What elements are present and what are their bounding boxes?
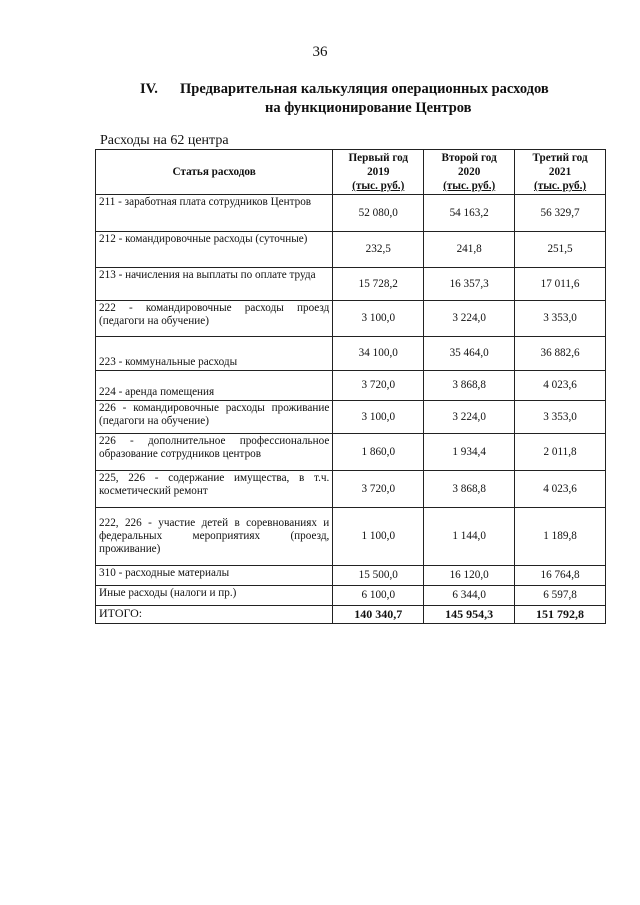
row-item: 310 - расходные материалы	[96, 566, 333, 586]
section-number: IV.	[140, 81, 158, 97]
row-value-2019: 3 100,0	[333, 301, 424, 337]
total-label: ИТОГО:	[96, 606, 333, 624]
section-title-line-2: на функционирование Центров	[265, 100, 472, 116]
row-item: 226 - дополнительное профессиональное образование сотрудников центров	[96, 434, 333, 471]
header-item: Статья расходов	[96, 150, 333, 195]
header-year-3-label: Третий год	[532, 152, 588, 164]
row-value-2021: 36 882,6	[515, 337, 606, 371]
row-value-2020: 3 224,0	[424, 401, 515, 434]
row-value-2020: 35 464,0	[424, 337, 515, 371]
table-row	[96, 337, 606, 371]
row-item: 222 - командировочные расходы проезд (педагоги на обучение)	[96, 301, 333, 337]
row-value-2020: 241,8	[424, 232, 515, 268]
row-value-2019: 15 728,2	[333, 268, 424, 301]
row-value-2021: 2 011,8	[515, 434, 606, 471]
row-value-2020: 3 868,8	[424, 471, 515, 508]
row-value-2019: 1 860,0	[333, 434, 424, 471]
table-row	[96, 508, 606, 566]
row-value-2019: 34 100,0	[333, 337, 424, 371]
header-year-1-year: 2019	[367, 166, 390, 178]
total-value-2020: 145 954,3	[424, 606, 515, 624]
row-item: 226 - командировочные расходы проживание (педагоги на обучение)	[96, 401, 333, 434]
table-row	[96, 268, 606, 301]
row-value-2020: 54 163,2	[424, 195, 515, 232]
row-value-2021: 1 189,8	[515, 508, 606, 566]
page-number: 36	[312, 44, 328, 60]
row-item: 223 - коммунальные расходы	[96, 337, 333, 371]
header-year-1-unit: (тыс. руб.)	[352, 180, 405, 192]
row-item: 225, 226 - содержание имущества, в т.ч. косметический ремонт	[96, 471, 333, 508]
row-value-2019: 1 100,0	[333, 508, 424, 566]
header-year-1	[333, 150, 424, 195]
row-value-2019: 6 100,0	[333, 586, 424, 606]
row-value-2021: 3 353,0	[515, 401, 606, 434]
row-value-2020: 16 357,3	[424, 268, 515, 301]
table-row	[96, 401, 606, 434]
row-value-2021: 17 011,6	[515, 268, 606, 301]
table-caption: Расходы на 62 центра	[100, 133, 229, 148]
header-year-2-unit: (тыс. руб.)	[443, 180, 496, 192]
table-row	[96, 195, 606, 232]
table-row	[96, 434, 606, 471]
header-year-2-label: Второй год	[441, 152, 497, 164]
row-item: 224 - аренда помещения	[96, 371, 333, 401]
row-value-2021: 16 764,8	[515, 566, 606, 586]
row-item: Иные расходы (налоги и пр.)	[96, 586, 333, 606]
table-row	[96, 586, 606, 606]
row-value-2020: 6 344,0	[424, 586, 515, 606]
header-year-2-year: 2020	[457, 166, 481, 178]
table-header-row	[96, 150, 606, 195]
row-value-2019: 3 720,0	[333, 471, 424, 508]
header-year-3	[515, 150, 606, 195]
header-year-3-unit: (тыс. руб.)	[533, 180, 587, 192]
row-value-2020: 1 934,4	[424, 434, 515, 471]
row-value-2020: 3 224,0	[424, 301, 515, 337]
row-value-2021: 251,5	[515, 232, 606, 268]
total-value-2019: 140 340,7	[333, 606, 424, 624]
row-value-2020: 16 120,0	[424, 566, 515, 586]
row-value-2021: 56 329,7	[515, 195, 606, 232]
row-value-2021: 4 023,6	[515, 371, 606, 401]
row-value-2020: 1 144,0	[424, 508, 515, 566]
total-row	[96, 606, 606, 624]
total-value-2021: 151 792,8	[515, 606, 606, 624]
expenses-table	[95, 149, 606, 624]
row-value-2019: 3 720,0	[333, 371, 424, 401]
row-item: 212 - командировочные расходы (суточные)	[96, 232, 333, 268]
table-row	[96, 232, 606, 268]
row-item: 211 - заработная плата сотрудников Центров	[96, 195, 333, 232]
row-value-2019: 52 080,0	[333, 195, 424, 232]
table-row	[96, 301, 606, 337]
row-item: 213 - начисления на выплаты по оплате труда	[96, 268, 333, 301]
row-value-2021: 3 353,0	[515, 301, 606, 337]
section-title-line-1: Предварительная калькуляция операционных расходов	[180, 81, 549, 97]
row-value-2021: 4 023,6	[515, 471, 606, 508]
row-value-2019: 3 100,0	[333, 401, 424, 434]
table-row	[96, 471, 606, 508]
row-value-2021: 6 597,8	[515, 586, 606, 606]
header-year-1-label: Первый год	[348, 152, 409, 164]
row-value-2020: 3 868,8	[424, 371, 515, 401]
row-item: 222, 226 - участие детей в соревнованиях и федеральных мероприятиях (проезд, проживание)	[96, 508, 333, 566]
header-year-2	[424, 150, 515, 195]
row-value-2019: 15 500,0	[333, 566, 424, 586]
table-row	[96, 566, 606, 586]
table-row	[96, 371, 606, 401]
row-value-2019: 232,5	[333, 232, 424, 268]
header-year-3-year: 2021	[548, 166, 572, 178]
